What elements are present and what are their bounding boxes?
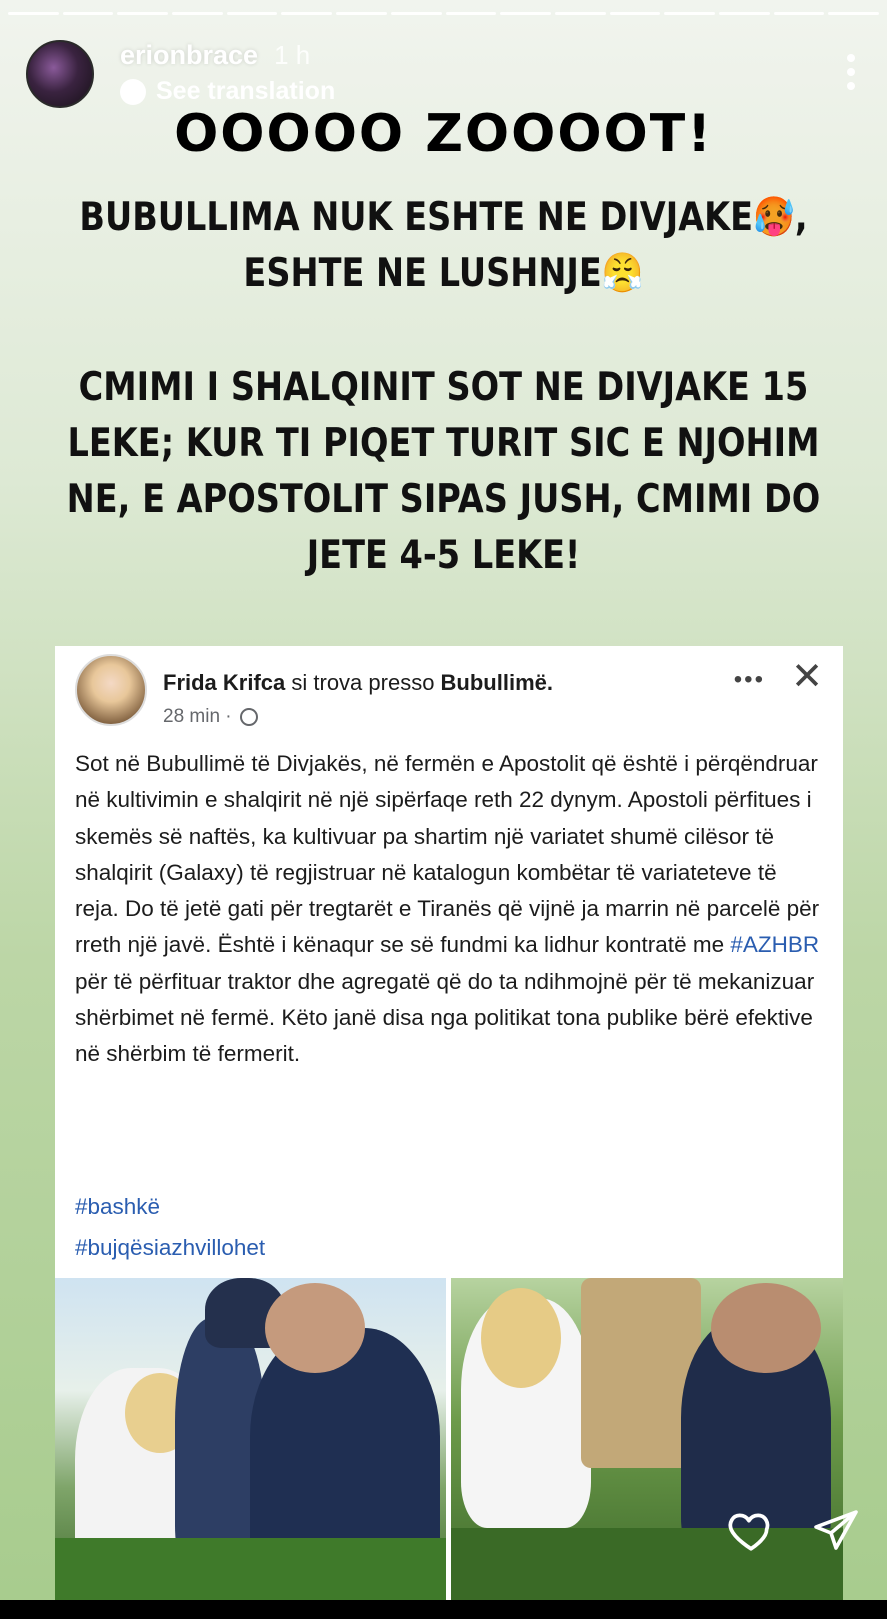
post-body-text-1: Sot në Bubullimë të Divjakës, në fermën e Apostolit që është i përqëndruar në kultivimin e shalqirit në një sipërfaqe reth 22 dynym. Apostoli përfitues i skemës së naftës, ka kultivuar pa shartim një variatet shumë cilësor të shalqirit (Galaxy) të regjistruar në katalogun kombëtar të variateteve të reja. Do të jetë gati për tregtarët e Tiranës që vijnë ja marrin në parcelë për rreth një javë. Është i kënaqur se së fundmi ka lidhur kontratë me [75,751,820,958]
story-progress-segment [8,12,59,15]
story-progress-segment [446,12,497,15]
story-header [26,40,335,108]
story-progress-segment [227,12,278,15]
story-progress-segment [555,12,606,15]
post-photos [55,1278,843,1600]
post-photo-2[interactable] [451,1278,843,1600]
post-time: 1 h [274,40,311,70]
story-progress-segment [172,12,223,15]
close-icon[interactable]: ✕ [791,656,823,698]
story-text-paragraph-2: CMIMI I SHALQINIT SOT NE DIVJAKE 15 LEKE; KUR TI PIQET TURIT SIC E NJOHIM NE, E APOSTOLIT SIPAS JUSH, CMIMI DO JETE 4-5 LEKE! [66,365,821,578]
post-timestamp: 28 min · [163,706,232,727]
translate-icon [120,79,146,105]
user-meta [120,40,335,106]
story-progress-segment [63,12,114,15]
story-headline: OOOOO ZOOOOT! [174,104,713,164]
story-progress-segment [281,12,332,15]
story-progress-segment [336,12,387,15]
story-progress-segment [117,12,168,15]
story-progress-bar [8,12,879,15]
post-author-avatar[interactable] [75,654,147,726]
story-progress-segment [610,12,661,15]
hashtag-bashke[interactable]: #bashkë [75,1194,161,1219]
post-photo-1[interactable] [55,1278,446,1600]
post-hashtags [75,1186,265,1268]
story-progress-segment [391,12,442,15]
see-translation-button[interactable] [120,77,335,106]
hashtag-bujqesia[interactable]: #bujqësiazhvillohet [75,1235,266,1260]
story-progress-segment [774,12,825,15]
heart-icon[interactable] [726,1505,776,1555]
story-progress-segment [500,12,551,15]
bottom-bar [0,1600,887,1619]
send-icon[interactable] [812,1506,860,1554]
post-body [75,746,825,1073]
story-progress-segment [719,12,770,15]
story-progress-segment [828,12,879,15]
globe-icon [240,708,258,726]
post-author-line [163,670,553,696]
post-body-text-2: për të përfituar traktor dhe agregatë që do ta ndihmojnë për të mekanizuar shërbimet në fermë. Këto janë disa nga politikat tona publike bërë efektive në shërbim të fermerit. [75,968,815,1067]
post-hashtag-azhbr[interactable]: #AZHBR [730,932,820,958]
story-progress-segment [664,12,715,15]
post-header [75,654,553,728]
post-more-button[interactable]: ••• [733,666,765,693]
post-author-name[interactable]: Frida Krifca [163,670,286,695]
avatar[interactable] [26,40,94,108]
see-translation-label: See translation [156,77,336,105]
post-action-text: si trova presso [285,670,441,695]
more-options-icon[interactable] [847,54,857,96]
story-text-paragraph-1: BUBULLIMA NUK ESHTE NE DIVJAKE🥵, ESHTE NE LUSHNJE😤 [79,195,808,296]
shared-post-card[interactable] [55,646,843,1600]
username[interactable]: erionbrace [120,40,259,70]
post-place[interactable]: Bubullimë. [440,670,553,695]
